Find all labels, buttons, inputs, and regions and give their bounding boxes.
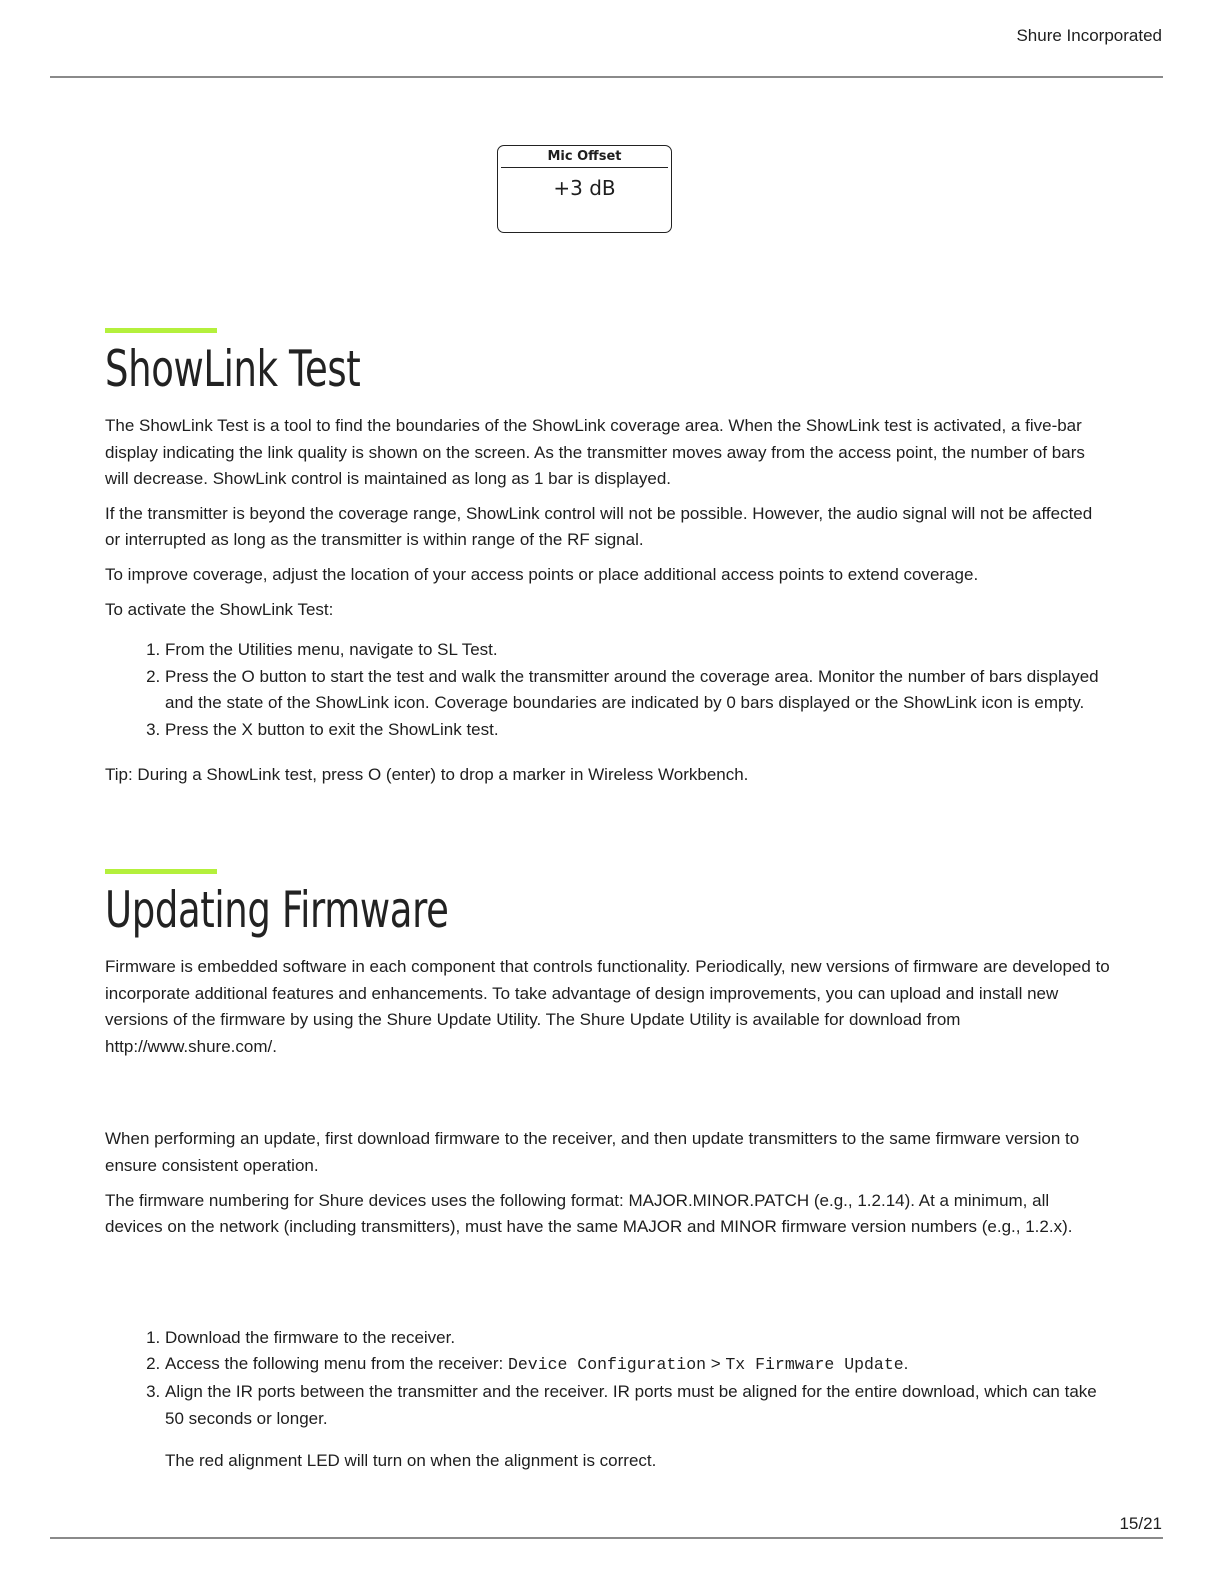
footer-divider — [50, 1537, 1163, 1539]
menu-path-device-configuration: Device Configuration — [507, 1355, 707, 1375]
paragraph: If the transmitter is beyond the coverage range, ShowLink control will not be possible. However, the audio signal will not be affected or interrupted as long as the transmitter is within range of the RF signal. — [105, 503, 1093, 550]
lcd-value: +3 dB — [553, 176, 616, 200]
company-name: Shure Incorporated — [1016, 26, 1162, 45]
lcd-title: Mic Offset — [547, 149, 622, 164]
paragraph: To activate the ShowLink Test: — [105, 599, 334, 619]
numbered-list — [105, 1325, 1110, 1432]
lcd-screen-illustration — [497, 145, 672, 233]
step-text-suffix: . — [903, 1354, 909, 1374]
showlink-section — [105, 328, 1110, 796]
lcd-divider — [501, 167, 668, 168]
paragraph: Firmware is embedded software in each component that controls functionality. Periodically, new versions of firmware are developed to incorporate additional features and enhancements. To take advantage of design improvements, you can upload and install new versions of the firmware by using the Shure Update Utility. The Shure Update Utility is available for download from http://www.shure.com/. — [105, 957, 1110, 1056]
step-note: The red alignment LED will turn on when the alignment is correct. — [165, 1451, 657, 1471]
section-heading: ShowLink Test — [105, 340, 361, 398]
list-item: 1. Download the firmware to the receiver. — [165, 1325, 1110, 1352]
paragraph: To improve coverage, adjust the location of your access points or place additional access points to extend coverage. — [105, 564, 979, 584]
numbered-list — [105, 637, 1110, 743]
paragraph: When performing an update, first download firmware to the receiver, and then update transmitters to the same firmware version to ensure consistent operation. — [105, 1129, 1080, 1175]
paragraph: The firmware numbering for Shure devices uses the following format: MAJOR.MINOR.PATCH (e.g., 1.2.14). At a minimum, all devices on the network (including transmitters), must have the same MAJOR and MINOR firmware version numbers (e.g., 1.2.x). — [105, 1190, 1073, 1237]
heading-accent-bar — [105, 328, 217, 333]
step-text: Access the following menu from the receiver: — [165, 1354, 508, 1374]
list-item — [165, 1351, 1110, 1379]
header-divider — [50, 76, 1163, 78]
heading-accent-bar — [105, 869, 217, 874]
paragraph: The ShowLink Test is a tool to find the boundaries of the ShowLink coverage area. When the ShowLink test is activated, a five-bar display indicating the link quality is shown on the screen. As the transmitter moves away from the access point, the number of bars will decrease. ShowLink control is maintained as long as 1 bar is displayed. — [105, 416, 1085, 489]
page-number: 15/21 — [1119, 1514, 1162, 1533]
list-item: 2. Press the O button to start the test and walk the transmitter around the coverage area. Monitor the number of bars displayed and the state of the ShowLink icon. Coverage boundaries are indicated by 0 bars displayed or the ShowLink icon is empty. — [165, 664, 1110, 717]
list-item: 3. Align the IR ports between the transmitter and the receiver. IR ports must be aligned for the entire download, which can take 50 seconds or longer. — [165, 1379, 1110, 1432]
menu-path-tx-firmware-update: Tx Firmware Update — [725, 1355, 904, 1375]
tip-text: Tip: During a ShowLink test, press O (enter) to drop a marker in Wireless Workbench. — [105, 764, 749, 784]
firmware-section — [105, 869, 1110, 1475]
list-item: 1. From the Utilities menu, navigate to SL Test. — [165, 637, 1110, 664]
section-heading: Updating Firmware — [105, 881, 449, 939]
list-item: 3. Press the X button to exit the ShowLink test. — [165, 717, 1110, 744]
menu-separator: > — [706, 1354, 726, 1374]
